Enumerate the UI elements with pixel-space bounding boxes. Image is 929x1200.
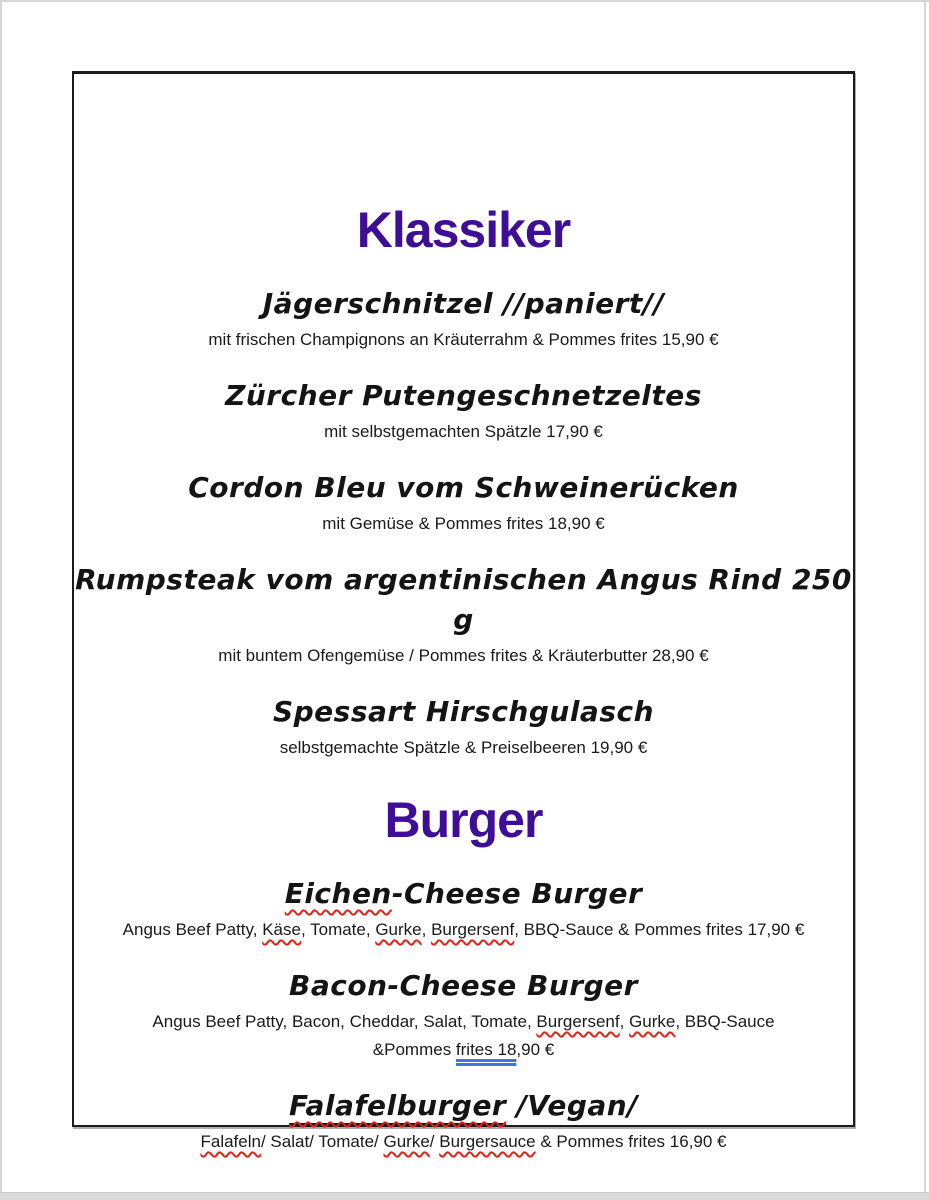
item-description (74, 643, 853, 668)
text-run: Rumpsteak vom argentinischen Angus Rind 250 g (75, 563, 852, 636)
text-run: Spessart Hirschgulasch (272, 695, 655, 728)
text-run: , Tomate, (300, 920, 376, 939)
window-bottom-bar (0, 1192, 929, 1200)
window-left-edge (0, 0, 2, 1200)
menu-item (74, 1086, 853, 1154)
item-name (74, 468, 853, 508)
text-run: /Vegan/ (506, 1089, 638, 1122)
spellcheck-underline: Burgersenf (536, 1012, 620, 1031)
spellcheck-underline: Käse (262, 920, 301, 939)
item-name (74, 1086, 853, 1126)
menu-item (74, 692, 853, 760)
spellcheck-underline: Falafeln (200, 1132, 261, 1151)
text-run: mit buntem Ofengemüse / Pommes frites & Kräuterbutter 28,90 € (218, 646, 709, 665)
text-run: -Cheese Burger (391, 877, 643, 910)
item-name (74, 692, 853, 732)
item-description (74, 419, 853, 444)
text-run: Cordon Bleu vom Schweinerücken (188, 471, 739, 504)
menu-item (74, 874, 853, 942)
spellcheck-underline: Gurke (375, 920, 422, 939)
text-run: , BBQ-Sauce & Pommes frites 17,90 € (514, 920, 805, 939)
text-run: &Pommes (372, 1040, 456, 1059)
text-run: , BBQ-Sauce (675, 1012, 775, 1031)
item-description (74, 327, 853, 352)
text-run: Zürcher Putengeschnetzeltes (225, 379, 702, 412)
item-description (74, 511, 853, 536)
text-run: / Salat/ Tomate/ (260, 1132, 384, 1151)
text-run: mit selbstgemachten Spätzle 17,90 € (324, 422, 603, 441)
item-description (74, 1009, 853, 1034)
item-description (74, 735, 853, 760)
spellcheck-underline: Gurke (383, 1132, 430, 1151)
section-title: Klassiker (356, 202, 571, 258)
item-name (74, 376, 853, 416)
text-run: , (619, 1012, 630, 1031)
menu-item (74, 966, 853, 1062)
menu-item (74, 468, 853, 536)
text-run: mit frischen Champignons an Kräuterrahm & Pommes frites 15,90 € (208, 330, 719, 349)
grammar-underline: frites 18 (455, 1040, 517, 1059)
item-name (74, 560, 853, 640)
menu-content (74, 74, 853, 1154)
item-name (74, 966, 853, 1006)
item-description (74, 1037, 853, 1062)
text-run: / (429, 1132, 440, 1151)
spellcheck-underline: Gurke (629, 1012, 676, 1031)
item-name (74, 284, 853, 324)
menu-item (74, 376, 853, 444)
menu-item (74, 284, 853, 352)
menu-border-box (72, 71, 855, 1151)
text-run: ,90 € (516, 1040, 555, 1059)
item-description (74, 917, 853, 942)
window-top-edge (0, 0, 929, 2)
item-description (74, 1129, 853, 1154)
item-name (74, 874, 853, 914)
text-run: selbstgemachte Spätzle & Preiselbeeren 19,90 € (279, 738, 648, 757)
menu-item (74, 560, 853, 668)
text-run: mit Gemüse & Pommes frites 18,90 € (322, 514, 605, 533)
spellcheck-underline: Falafelburger (289, 1089, 506, 1125)
spellcheck-underline: Burgersauce (439, 1132, 536, 1151)
text-run: Angus Beef Patty, Bacon, Cheddar, Salat, Tomate, (152, 1012, 537, 1031)
text-run: Bacon-Cheese Burger (289, 969, 638, 1002)
spellcheck-underline: Eichen (284, 877, 392, 910)
window-right-edge (924, 0, 926, 1200)
text-run: Angus Beef Patty, (122, 920, 263, 939)
text-run: , (421, 920, 432, 939)
spellcheck-underline: Burgersenf (431, 920, 515, 939)
text-run: Jägerschnitzel //paniert// (262, 287, 665, 320)
section-title: Burger (384, 792, 543, 848)
text-run: & Pommes frites 16,90 € (535, 1132, 727, 1151)
